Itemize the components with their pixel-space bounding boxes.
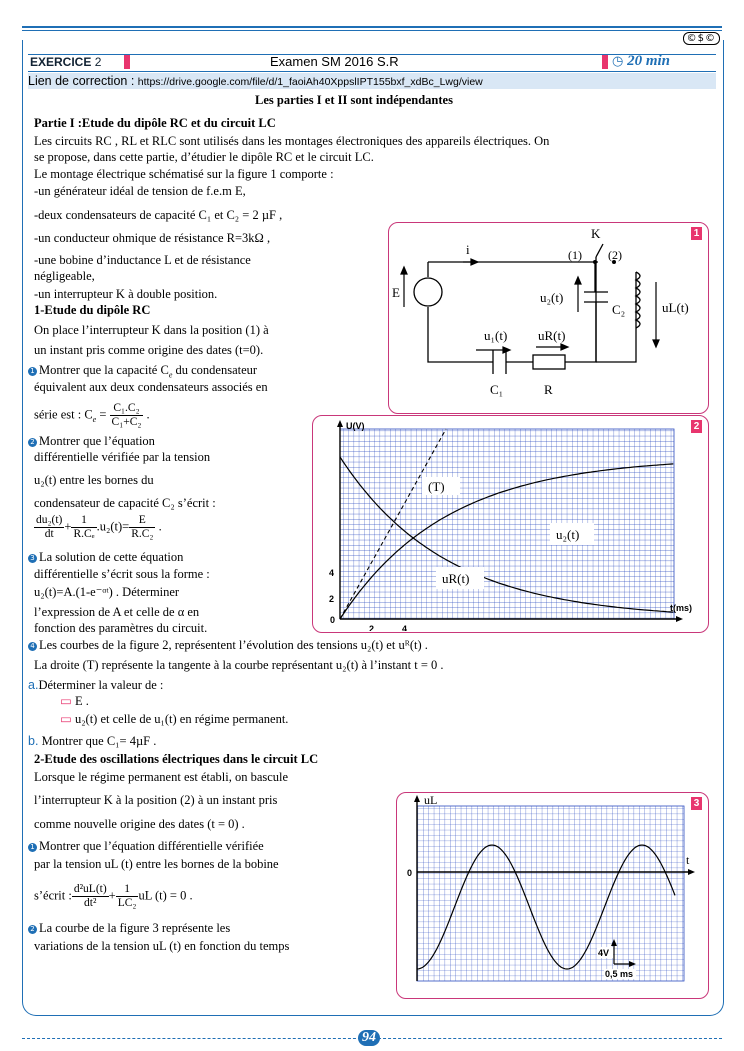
question-a2: ▭ u₂(t) et celle de u₁(t) en régime permanent. [60, 712, 289, 726]
y-axis-label: U(V) [346, 421, 365, 431]
question-b: b. Montrer que C₁= 4µF . [28, 734, 157, 748]
paragraph: l’expression de A et celle de α en [34, 605, 200, 619]
c2-label: C₂ [612, 302, 626, 317]
figure-badge: 1 [691, 227, 702, 240]
switch-label: K [591, 226, 601, 241]
question-5-formula: s’écrit : $\frac{\text{d²uL(t)}}{\text{dt²}}$ + $\frac{1}{\text{LC₂}}$ uL (t) = 0 . [34, 883, 193, 909]
paragraph: équivalent aux deux condensateurs associés en [34, 380, 268, 394]
list-item: -un conducteur ohmique de résistance R=3kΩ , [34, 231, 271, 245]
paragraph: u₂(t)=A.(1-e⁻ᵅᵗ) . Déterminer [34, 585, 180, 599]
question-1-formula: série est : $C_e$ = $\frac{\text{C₁.C₂}}{\text{C₁+C₂}}$ . [34, 402, 150, 428]
correction-link[interactable]: https://drive.google.com/file/d/1_faoiAh40XppslIPT155bxf_xdBc_Lwg/view [137, 76, 483, 88]
exercise-label: EXERCICE 2 [30, 55, 102, 69]
ul-label: uL(t) [662, 300, 689, 315]
question-4: 4 Les courbes de la figure 2, représentent l’évolution des tensions u₂(t) et uᴿ(t) . [28, 637, 428, 653]
x-tick-label: 2 [369, 624, 375, 631]
correction-bar [28, 73, 716, 89]
emf-label: E [392, 285, 400, 300]
position-1-label: (1) [568, 248, 582, 262]
lc-chart [396, 792, 707, 997]
time-scale: 0,5 ms [605, 969, 634, 979]
question-a: a.Déterminer la valeur de : [28, 678, 164, 692]
paragraph: Le montage électrique schématisé sur la figure 1 comporte : [34, 167, 334, 181]
part1-title: Partie I :Etude du dipôle RC et du circuit LC [34, 116, 276, 130]
ur-label: uR(t) [538, 328, 566, 343]
page-number: 94 [358, 1030, 380, 1046]
paragraph: Lorsque le régime permanent est établi, on bascule [34, 770, 289, 784]
position-2-label: (2) [608, 248, 622, 262]
r-label: R [544, 382, 553, 397]
exam-title: Examen SM 2016 S.R [270, 54, 399, 69]
x-axis-label: t(ms) [670, 603, 692, 613]
paragraph: condensateur de capacité C₂ s’écrit : [34, 496, 216, 510]
paragraph: l’interrupteur K à la position (2) à un instant pris [34, 793, 278, 807]
switch-contact [593, 260, 597, 264]
x-tick-label: 4 [402, 624, 408, 631]
timer-accent [602, 55, 608, 69]
y-tick-label: 4 [329, 568, 335, 578]
question-5: 1 Montrer que l’équation différentielle vérifiée [28, 838, 264, 854]
list-item: négligeable, [34, 269, 95, 283]
rc-chart [312, 415, 707, 631]
question-1: 1 Montrer que la capacité $C_e$ du condensateur [28, 362, 257, 384]
list-item: -un générateur idéal de tension de f.e.m E, [34, 184, 246, 198]
paragraph: On place l’interrupteur K dans la position (1) à [34, 323, 269, 337]
y-tick-label: 2 [329, 594, 335, 604]
subtitle: Les parties I et II sont indépendantes [255, 93, 453, 107]
question-a1: ▭ E . [60, 694, 89, 708]
paragraph: comme nouvelle origine des dates (t = 0) . [34, 817, 245, 831]
list-item: -un interrupteur K à double position. [34, 287, 218, 301]
paragraph: fonction des paramètres du circuit. [34, 621, 208, 635]
question-2: 2 Montrer que l’équation [28, 433, 155, 449]
figure-badge: 2 [691, 420, 702, 433]
y-axis-label: uL [424, 793, 438, 807]
x-axis-label: t [686, 853, 690, 867]
section2-title: 2-Etude des oscillations électriques dans le circuit LC [34, 752, 319, 766]
paragraph: u₂(t) entre les bornes du [34, 473, 154, 487]
top-rule-thin [22, 30, 722, 31]
ur-curve-label: uR(t) [442, 571, 470, 586]
paragraph: par la tension uL (t) entre les bornes de la bobine [34, 857, 279, 871]
paragraph: différentielle vérifiée par la tension [34, 450, 211, 464]
paragraph: un instant pris comme origine des dates (t=0). [34, 343, 264, 357]
circuit-diagram [388, 222, 707, 412]
paragraph: différentielle s’écrit sous la forme : [34, 567, 210, 581]
origin-label: 0 [330, 615, 336, 625]
question-6: 2 La courbe de la figure 3 représente les [28, 920, 230, 936]
license-badge: ©$© [683, 32, 720, 45]
correction-label: Lien de correction : [28, 74, 135, 88]
paragraph: La droite (T) représente la tangente à la courbe représentant u₂(t) à l’instant t = 0 . [34, 658, 444, 672]
u2-curve-label: u₂(t) [556, 527, 580, 542]
current-label: i [466, 242, 470, 257]
list-item: -deux condensateurs de capacité C₁ et C₂ = 2 µF , [34, 208, 283, 222]
section1-title: 1-Etude du dipôle RC [34, 303, 151, 317]
question-3: 3 La solution de cette équation [28, 549, 183, 565]
voltage-scale: 4V [598, 948, 610, 958]
paragraph: se propose, dans cette partie, d’étudier le dipôle RC et le circuit LC. [34, 150, 374, 164]
u2-label: u₂(t) [540, 290, 564, 305]
origin-label: 0 [407, 868, 413, 878]
paragraph: variations de la tension uL (t) en fonction du temps [34, 939, 290, 953]
tangent-label: (T) [428, 479, 445, 494]
question-2-formula: $\frac{\text{du₂(t)}}{dt}$ + $\frac{1}{\text{R.Cₑ}}$ .u₂(t)= $\frac{E}{\text{R.C₂}}$ . [36, 514, 162, 540]
exercise-accent [124, 55, 130, 69]
top-rule [22, 26, 722, 28]
list-item: -une bobine d’inductance L et de résistance [34, 253, 251, 267]
figure-badge: 3 [691, 797, 702, 810]
duration: ◷ 20 min [612, 53, 671, 69]
c1-label: C₁ [490, 382, 504, 397]
paragraph: Les circuits RC , RL et RLC sont utilisés dans les montages électroniques des appareils électriques. On [34, 134, 550, 148]
u1-label: u₁(t) [484, 328, 508, 343]
